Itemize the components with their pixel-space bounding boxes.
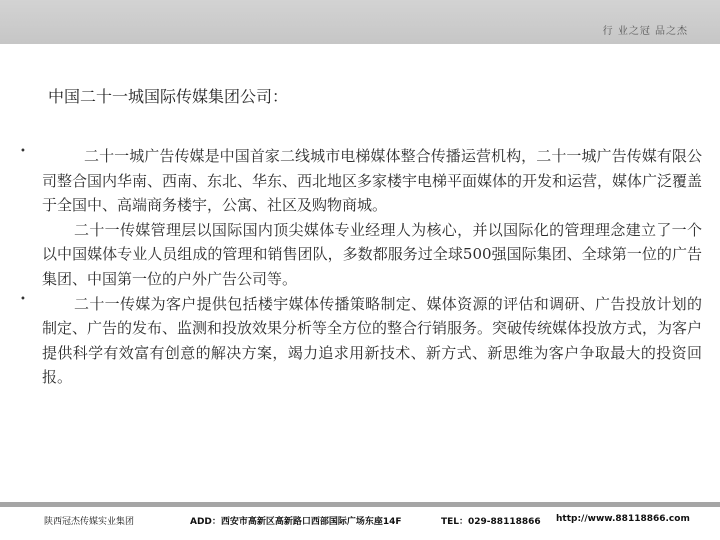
footer-divider: [0, 502, 720, 507]
bullet-item-1: [18, 144, 702, 292]
slide-heading: 中国二十一城国际传媒集团公司：: [48, 87, 289, 106]
bullet-dot-icon: •: [20, 293, 26, 305]
bullet-item-2: [18, 292, 702, 390]
header-slogan: 行 业之冠 品之杰: [602, 26, 688, 37]
footer-phone: TEL：029-88118866: [441, 517, 541, 527]
slide-content: [18, 144, 702, 390]
footer-company: 陕西冠杰传媒实业集团: [44, 517, 135, 527]
footer: [0, 510, 720, 532]
footer-address: ADD：西安市高新区高新路口西部国际广场东座14F: [190, 517, 402, 527]
footer-website-link[interactable]: http://www.88118866.com: [556, 514, 690, 524]
paragraph-3: 二十一传媒为客户提供包括楼宇媒体传播策略制定、媒体资源的评估和调研、广告投放计划的制定、广告的发布、监测和投放效果分析等全方位的整合行销服务。突破传统媒体投放方式，为客户提供科学有效富有创意的解决方案，竭力追求用新技术、新方式、新思维为客户争取最大的投资回报。: [42, 294, 703, 387]
paragraph-1: 二十一城广告传媒是中国首家二线城市电梯媒体整合传播运营机构，二十一城广告传媒有限公司整合国内华南、西南、东北、华东、西北地区多家楼宇电梯平面媒体的开发和运营，媒体广泛覆盖于全国中、高端商务楼宇，公寓、社区及购物商城。: [42, 147, 703, 215]
paragraph-2: 二十一传媒管理层以国际国内顶尖媒体专业经理人为核心，并以国际化的管理理念建立了一个以中国媒体专业人员组成的管理和销售团队，多数都服务过全球500强国际集团、全球第一位的广告集团、中国第一位的户外广告公司等。: [42, 220, 702, 288]
bullet-dot-icon: •: [20, 146, 26, 157]
header-band: [0, 0, 720, 44]
